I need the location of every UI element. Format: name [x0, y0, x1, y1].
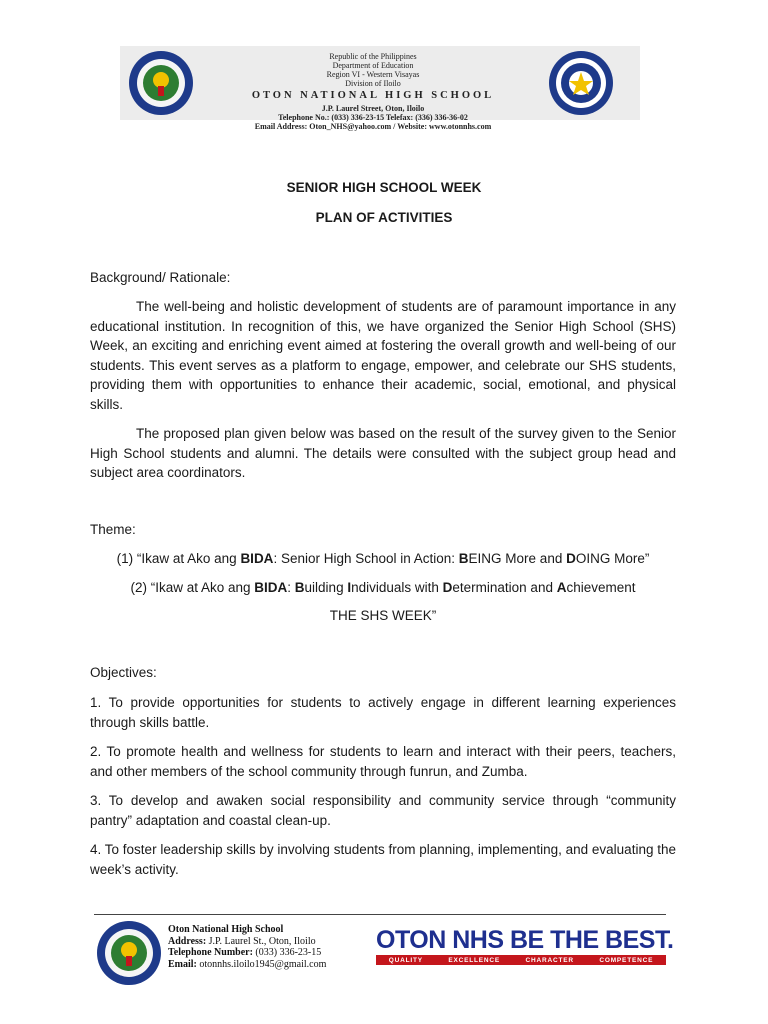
footer-phone-label: Telephone Number: [168, 947, 253, 958]
theme-2-text-c: : [287, 580, 295, 595]
theme-1-bold-d: B [458, 551, 469, 566]
theme-2-text-e: uilding [304, 580, 348, 595]
core-value-quality: QUALITY [388, 956, 423, 964]
theme-2-text-a: (2) “Ikaw at Ako ang [130, 580, 255, 595]
footer-phone: (033) 336-23-15 [252, 947, 322, 958]
objective-4: 4. To foster leadership skills by involving students from planning, implementing, and evaluating the week’s activity. [90, 842, 676, 877]
theme-1-bold-b: BIDA [240, 551, 274, 566]
letterhead-address: J.P. Laurel Street, Oton, Iloilo [321, 104, 425, 113]
theme-heading: Theme: [90, 522, 136, 537]
objective-3: 3. To develop and awaken social responsibility and community service through “community pantry” adaptation and coastal clean-up. [90, 793, 676, 828]
theme-2-bold-j: A [556, 580, 567, 595]
letterhead-text [200, 52, 546, 131]
objective-1: 1. To provide opportunities for students to actively engage in different learning experiences through skills battle. [90, 695, 676, 730]
theme-1-bold-f: D [566, 551, 576, 566]
footer-address-label: Address: [168, 935, 207, 947]
footer-address: J.P. Laurel St., Oton, Iloilo [206, 935, 316, 947]
letterhead-phones: Telephone No.: (033) 336-23-15 Telefax: (336) 336-36-02 [278, 113, 468, 122]
theme-2-text-i: etermination and [452, 580, 557, 595]
theme-1-text-a: (1) “Ikaw at Ako ang [116, 551, 241, 566]
theme-2-continuation: THE SHS WEEK” [329, 608, 437, 623]
theme-1-text-e: EING More and [468, 551, 567, 566]
background-paragraph-1: The well-being and holistic development of students are of paramount importance in any educational institution. In recognition of this, we have organized the Senior High School (SHS) Week, an exciting and enriching event aimed at fostering the overall growth and well-being of our students. This event serves as a platform to engage, empower, and celebrate our SHS students, providing them with opportunities to enhance their academic, social, emotional, and physical skills. [90, 299, 676, 412]
footer-school-seal-icon [96, 920, 162, 986]
core-value-character: CHARACTER [525, 956, 574, 964]
footer-email: otonnhs.iloilo1945@gmail.com [196, 958, 327, 970]
theme-2 [90, 578, 676, 598]
theme-1-text-c: : Senior High School in Action: [273, 551, 459, 566]
theme-2-text-k: chievement [566, 580, 636, 595]
document-subtitle: PLAN OF ACTIVITIES [315, 210, 453, 225]
footer-school-name: Oton National High School [168, 924, 284, 935]
letterhead-school-name: OTON NATIONAL HIGH SCHOOL [251, 90, 495, 101]
core-value-competence: COMPETENCE [599, 956, 654, 964]
footer-contact-block [168, 924, 368, 970]
background-paragraph-2: The proposed plan given below was based on the result of the survey given to the Senior High School students and alumni. The details were consulted with the subject group head and subject area coordinators. [90, 426, 676, 481]
theme-1 [90, 549, 676, 569]
school-seal-icon [128, 50, 194, 116]
theme-2-bold-h: D [442, 580, 453, 595]
theme-2-bold-b: BIDA [254, 580, 288, 595]
background-heading: Background/ Rationale: [90, 270, 231, 285]
theme-1-text-g: OING More” [575, 551, 650, 566]
footer-slogan: OTON NHS BE THE BEST. [376, 926, 674, 954]
letterhead-line2: Department of Education [332, 61, 414, 70]
letterhead-contact: Email Address: Oton_NHS@yahoo.com / Website: www.otonnhs.com [254, 122, 492, 131]
theme-2-text-g: ndividuals with [351, 580, 443, 595]
core-values-bar [376, 955, 666, 965]
footer-divider [94, 914, 666, 915]
document-title: SENIOR HIGH SCHOOL WEEK [286, 180, 482, 195]
letterhead-line4: Division of Iloilo [345, 79, 401, 88]
letterhead-line1: Republic of the Philippines [329, 52, 417, 61]
theme-2-bold-d: B [294, 580, 305, 595]
objectives-heading: Objectives: [90, 665, 157, 680]
letterhead-line3: Region VI - Western Visayas [326, 70, 420, 79]
deped-seal-icon [548, 50, 614, 116]
theme-2-bold-f: I [347, 580, 352, 595]
core-value-excellence: EXCELLENCE [448, 956, 501, 964]
footer-email-label: Email: [168, 958, 197, 970]
objective-2: 2. To promote health and wellness for students to learn and interact with their peers, teachers, and other members of the school community through funrun, and Zumba. [90, 744, 676, 779]
